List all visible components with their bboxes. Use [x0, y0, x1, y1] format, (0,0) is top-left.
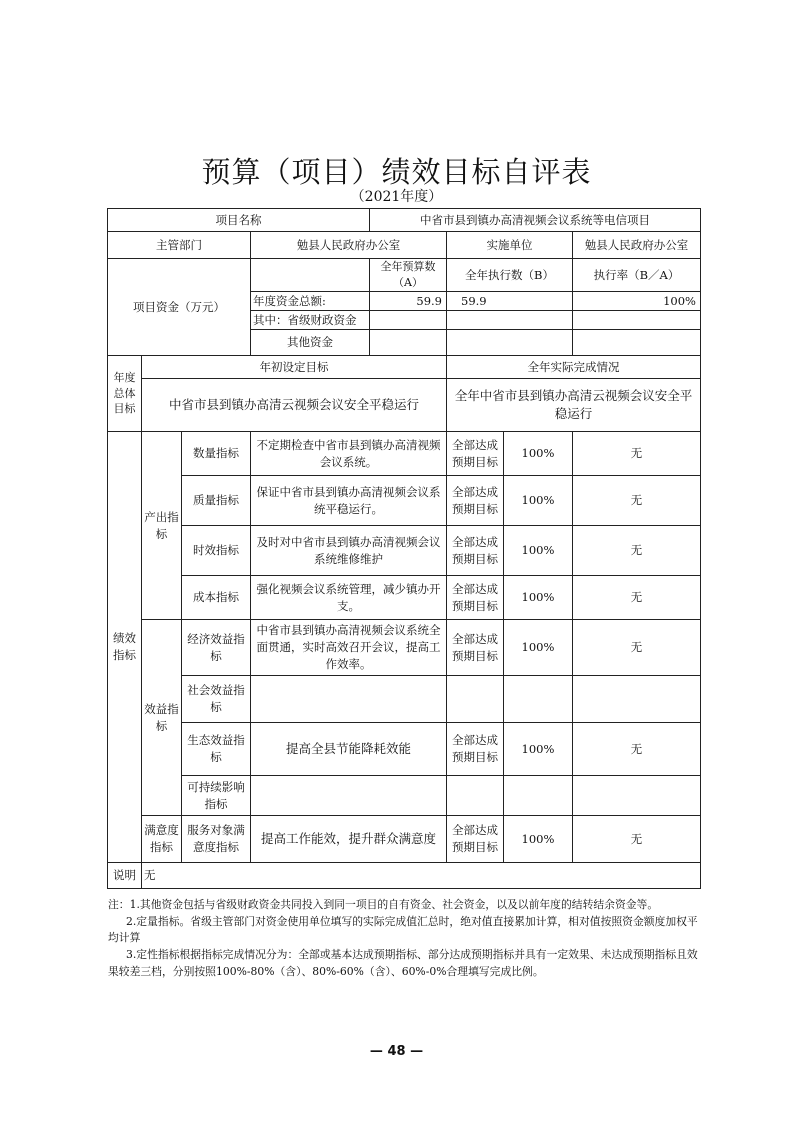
indicator-note: 无	[573, 576, 701, 620]
indicator-name: 质量指标	[182, 476, 251, 526]
goal-actual-header: 全年实际完成情况	[447, 356, 701, 379]
funds-provincial-rate	[573, 311, 701, 330]
goal-planned-header: 年初设定目标	[142, 356, 447, 379]
indicator-content	[251, 776, 447, 816]
group-output-label: 产出指标	[142, 432, 182, 620]
indicator-content: 中省市县到镇办高清视频会议系统全面贯通，实时高效召开会议，提高工作效率。	[251, 620, 447, 676]
indicator-status: 全部达成预期目标	[447, 620, 504, 676]
project-name-label: 项目名称	[108, 209, 370, 232]
indicator-note: 无	[573, 526, 701, 576]
indicator-name: 数量指标	[182, 432, 251, 476]
indicator-note: 无	[573, 476, 701, 526]
remark-value: 无	[142, 863, 701, 889]
goal-label: 年度总体目标	[108, 356, 142, 432]
funds-other-rate	[573, 330, 701, 356]
indicator-content: 不定期检查中省市县到镇办高清视频会议系统。	[251, 432, 447, 476]
indicator-content: 保证中省市县到镇办高清视频会议系统平稳运行。	[251, 476, 447, 526]
indicator-status	[447, 776, 504, 816]
indicator-row	[108, 620, 701, 676]
project-name-row	[108, 209, 701, 232]
indicator-name: 生态效益指标	[182, 723, 251, 776]
funds-total-rate: 100%	[573, 292, 701, 311]
page-title: 预算（项目）绩效目标自评表	[201, 155, 592, 189]
funds-other-label: 其他资金	[251, 330, 370, 356]
remark-row	[108, 863, 701, 889]
funds-provincial-b	[447, 311, 573, 330]
funds-provincial-label: 其中：省级财政资金	[251, 311, 370, 330]
indicator-rate: 100%	[504, 816, 573, 863]
remark-label: 说明	[108, 863, 142, 889]
self-evaluation-table	[107, 208, 701, 889]
indicator-rate: 100%	[504, 476, 573, 526]
unit-value: 勉县人民政府办公室	[573, 232, 701, 259]
indicator-note: 无	[573, 432, 701, 476]
dept-label: 主管部门	[108, 232, 251, 259]
indicator-note	[573, 676, 701, 723]
footnote-2: 2.定量指标。省级主管部门对资金使用单位填写的实际完成值汇总时，绝对值直接累加计算，相对值按照资金额度加权平均计算	[108, 914, 698, 945]
indicator-status: 全部达成预期目标	[447, 476, 504, 526]
funds-blank-header	[251, 259, 370, 292]
indicator-rate	[504, 776, 573, 816]
indicator-rate: 100%	[504, 526, 573, 576]
goal-header-row	[108, 356, 701, 379]
indicator-rate: 100%	[504, 723, 573, 776]
indicator-name: 社会效益指标	[182, 676, 251, 723]
indicator-name: 成本指标	[182, 576, 251, 620]
footnote-3: 3.定性指标根据指标完成情况分为：全部或基本达成预期指标、部分达成预期指标并具有一定效果、未达成预期指标且效果较差三档，分别按照100%-80%（含）、80%-60%（含）、60%-0%合理填写完成比例。	[108, 948, 698, 978]
indicator-note	[573, 776, 701, 816]
indicator-status: 全部达成预期目标	[447, 816, 504, 863]
indicator-name: 时效指标	[182, 526, 251, 576]
indicator-content: 及时对中省市县到镇办高清视频会议系统维修维护	[251, 526, 447, 576]
funds-header-row	[108, 259, 701, 292]
indicators-label: 绩效指标	[108, 432, 142, 863]
indicator-rate: 100%	[504, 620, 573, 676]
funds-col-rate: 执行率（B／A）	[573, 259, 701, 292]
page-number: — 48 —	[369, 1044, 424, 1059]
indicator-rate: 100%	[504, 432, 573, 476]
footnote-1: 注：1.其他资金包括与省级财政资金共同投入到同一项目的自有资金、社会资金，以及以前年度的结转结余资金等。	[108, 898, 659, 911]
footnotes	[108, 897, 700, 981]
project-name-value: 中省市县到镇办高清视频会议系统等电信项目	[370, 209, 701, 232]
indicator-note: 无	[573, 620, 701, 676]
group-benefit-label: 效益指标	[142, 620, 182, 816]
indicator-row	[108, 676, 701, 723]
indicator-name: 经济效益指标	[182, 620, 251, 676]
indicator-row	[108, 432, 701, 476]
funds-col-a: 全年预算数（A）	[370, 259, 447, 292]
funds-col-b: 全年执行数（B）	[447, 259, 573, 292]
funds-total-a: 59.9	[370, 292, 447, 311]
indicator-status: 全部达成预期目标	[447, 723, 504, 776]
indicator-row	[108, 476, 701, 526]
indicator-note: 无	[573, 816, 701, 863]
goal-actual: 全年中省市县到镇办高清云视频会议安全平稳运行	[447, 379, 701, 432]
indicator-row	[108, 526, 701, 576]
indicator-content: 提高全县节能降耗效能	[251, 723, 447, 776]
indicator-note: 无	[573, 723, 701, 776]
indicator-content: 提高工作能效，提升群众满意度	[251, 816, 447, 863]
indicator-status: 全部达成预期目标	[447, 526, 504, 576]
page-subtitle: （2021年度）	[350, 189, 443, 205]
indicator-content	[251, 676, 447, 723]
indicator-status	[447, 676, 504, 723]
department-row	[108, 232, 701, 259]
unit-label: 实施单位	[447, 232, 573, 259]
funds-total-b: 59.9	[447, 292, 573, 311]
funds-label: 项目资金（万元）	[108, 259, 251, 356]
indicator-content: 强化视频会议系统管理，减少镇办开支。	[251, 576, 447, 620]
indicator-name: 服务对象满意度指标	[182, 816, 251, 863]
indicator-row	[108, 816, 701, 863]
funds-other-b	[447, 330, 573, 356]
goal-content-row	[108, 379, 701, 432]
indicator-status: 全部达成预期目标	[447, 576, 504, 620]
indicator-row	[108, 723, 701, 776]
indicator-row	[108, 576, 701, 620]
funds-provincial-a	[370, 311, 447, 330]
group-satisfaction-label: 满意度指标	[142, 816, 182, 863]
indicator-status: 全部达成预期目标	[447, 432, 504, 476]
funds-total-label: 年度资金总额:	[251, 292, 370, 311]
indicator-row	[108, 776, 701, 816]
indicator-rate	[504, 676, 573, 723]
dept-value: 勉县人民政府办公室	[251, 232, 447, 259]
indicator-rate: 100%	[504, 576, 573, 620]
indicator-name: 可持续影响指标	[182, 776, 251, 816]
funds-other-a	[370, 330, 447, 356]
goal-planned: 中省市县到镇办高清云视频会议安全平稳运行	[142, 379, 447, 432]
